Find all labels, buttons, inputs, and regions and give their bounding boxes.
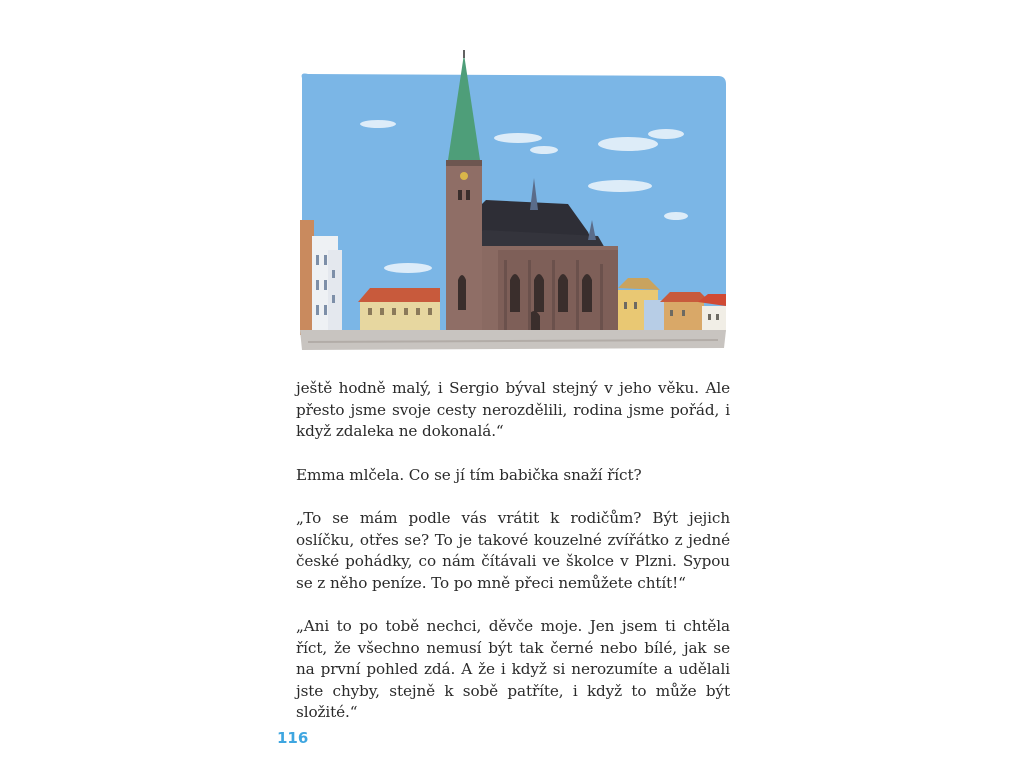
cathedral-illustration xyxy=(298,50,728,352)
cathedral-icon xyxy=(298,50,728,352)
body-text xyxy=(296,378,730,724)
paragraph-2: Emma mlčela. Co se jí tím babička snaží říct? xyxy=(296,465,642,484)
paragraph-3: „To se mám podle vás vrátit k rodičům? Být jejich oslíčku, otřes se? To je takové kouzelné zvířátko z jedné české pohádky, co nám čítávali ve školce v Plzni. Sypou se z něho peníze. To po mně přeci nemůžete chtít!“ xyxy=(296,509,730,592)
paragraph-4: „Ani to po tobě nechci, děvče moje. Jen jsem ti chtěla říct, že všechno nemusí být tak černé nebo bílé, jak se na první pohled zdá. A že i když si nerozumíte a udělali jste chyby, stejně k sobě patříte, i když to může být složité.“ xyxy=(296,617,730,721)
page-number: 116 xyxy=(277,729,309,747)
paragraph-1: ještě hodně malý, i Sergio býval stejný v jeho věku. Ale přesto jsme svoje cesty nerozdělili, rodina jsme pořád, i když zdaleka ne dokonalá.“ xyxy=(296,379,730,440)
